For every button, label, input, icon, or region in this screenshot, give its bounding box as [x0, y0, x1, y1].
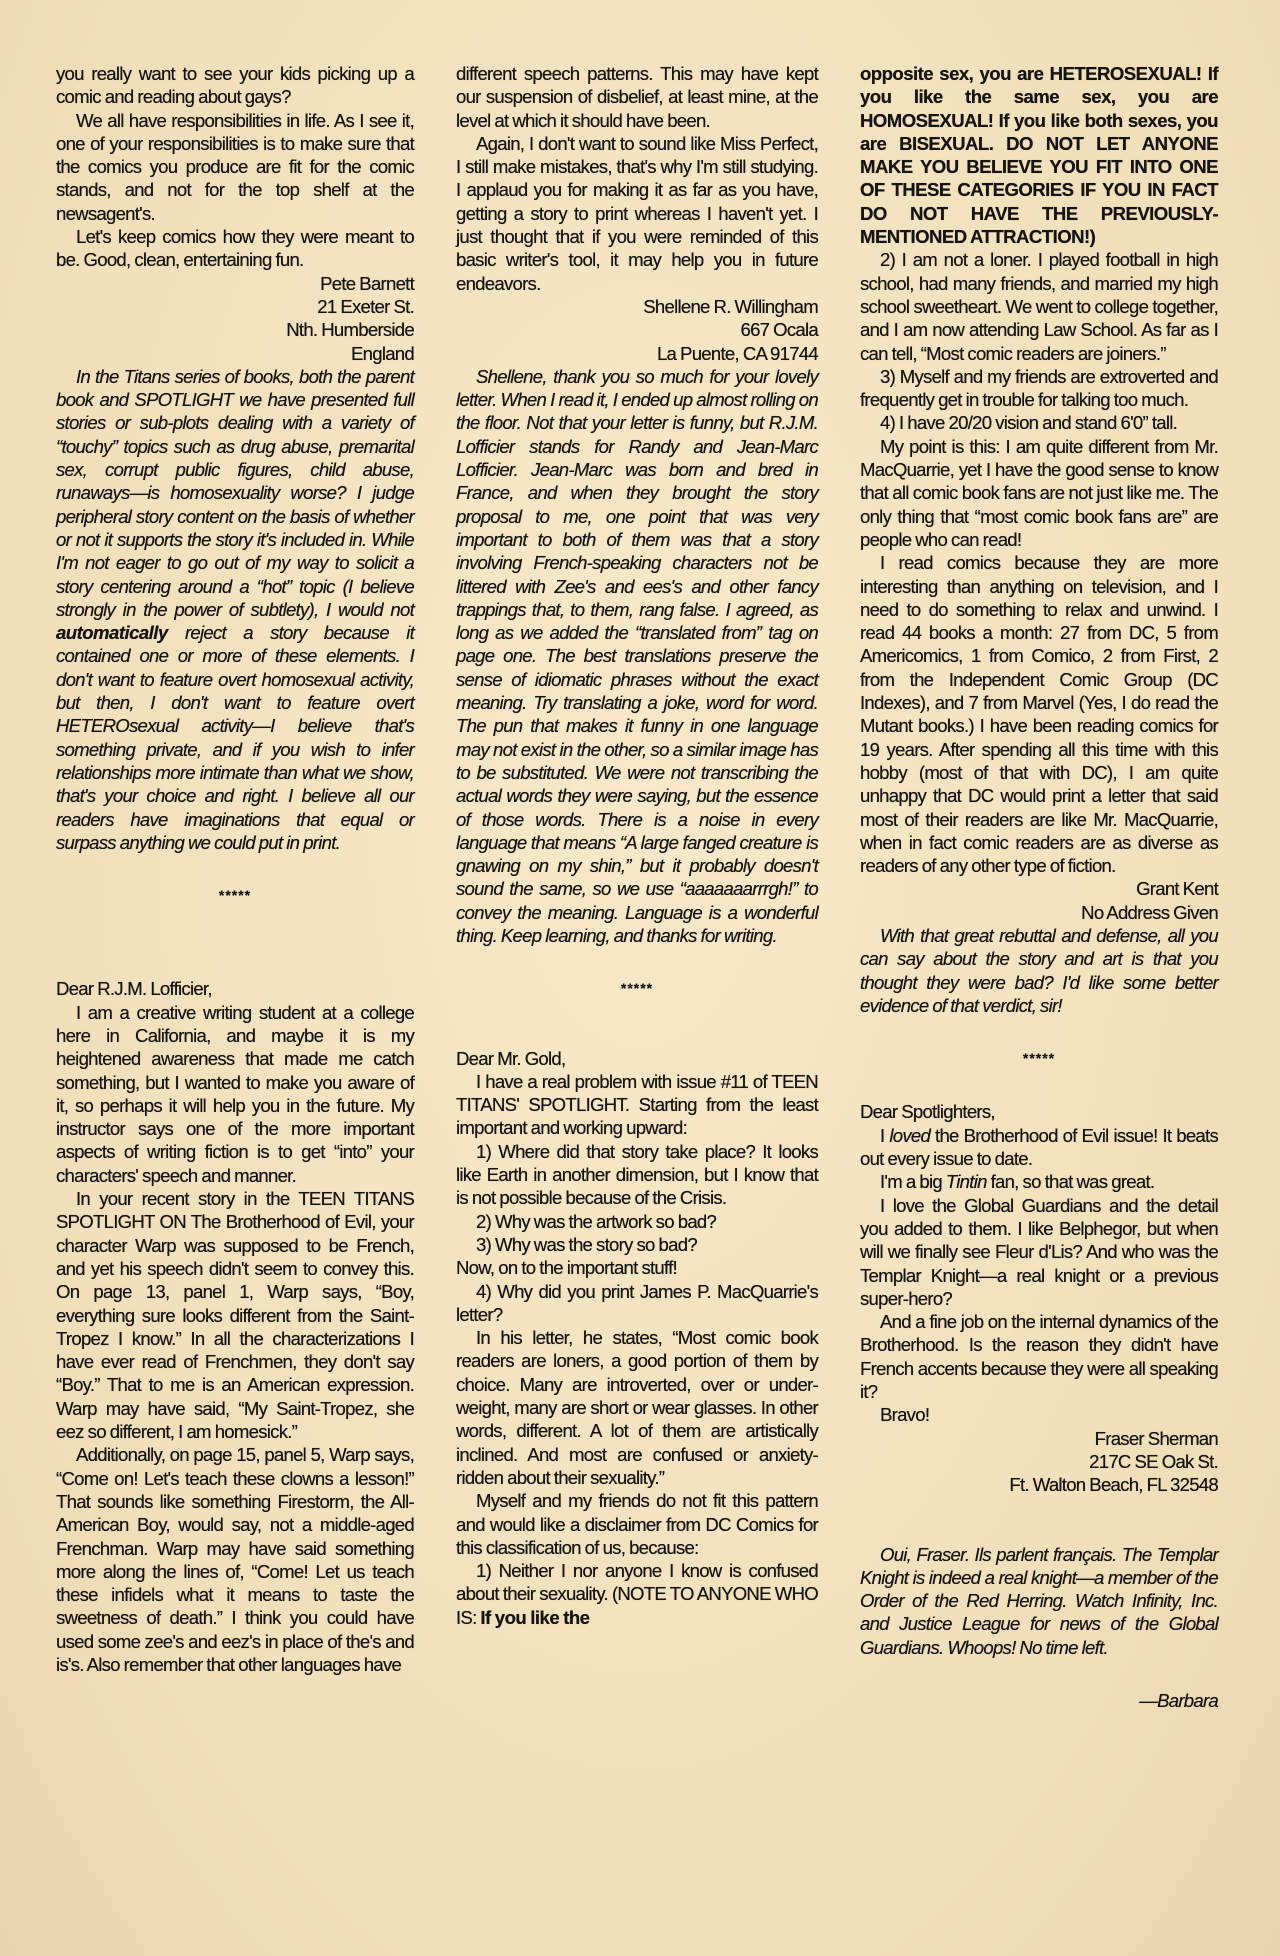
text-run: In the Titans series of books, both the parent book and SPOTLIGHT we have presented full stories or sub-plots dealing with a variety of “touchy” topics such as drug abuse, premarital sex, corrupt public figures, child abuse, runaways—is homosexuality worse? I judge peripheral story content on the basis of whether or not it supports the story it's included in. While I'm not eager to go out of my way to solicit a story centering around a “hot” topic (I believe strongly in the power of subtlety), I would not — [56, 365, 414, 620]
paragraph: 2) Why was the artwork so bad? — [476, 1210, 717, 1232]
column-right — [860, 62, 1218, 1712]
signature-line: Fraser Sherman — [1094, 1427, 1218, 1449]
paragraph: 3) Myself and my friends are extroverted and frequently get in trouble for talking too much. — [860, 365, 1218, 411]
paragraph: In your recent story in the TEEN TITANS SPOTLIGHT ON The Brotherhood of Evil, your character Warp was supposed to be French, and yet his speech didn't seem to convey this. On page 13, panel 1, Warp says, “Boy, everything sure looks different from the Saint-Tropez I know.” In all the characterizations I have ever read of Frenchmen, they don't say “Boy.” That to me is an American expression. Warp may have said, “My Saint-Tropez, she eez so different, I am homesick.” — [56, 1188, 414, 1443]
paragraph: And a fine job on the internal dynamics of the Brotherhood. Is the reason they didn't have French accents because they were all speaking it? — [860, 1311, 1218, 1403]
text-run: reject a story because it contained one or more of these elements. I don't want to feature overt homosexual activity, but then, I don't want to feature overt HETEROsexual activity—I believe that's something private, and if you wish to infer relationships more intimate than what we show, that's your choice and right. I believe all our readers have imaginations that equal or surpass anything we could put in print. — [56, 622, 414, 853]
paragraph: I read comics because they are more interesting than anything on television, and I need to do something to relax and unwind. I read 44 books a month: 27 from DC, 5 from Americomics, 1 from Comico, 2 from First, 2 from the Independent Comic Group (DC Indexes), and 7 from Marvel (Yes, I do read the Mutant books.) I have been reading comics for 19 years. After spending all this time with this hobby (most of that with DC), I am quite unhappy that DC would print a letter that said most of their readers are like Mr. MacQuarrie, when in fact comic readers are as diverse as readers of any other type of fiction. — [860, 552, 1218, 877]
text-run: 1) Neither I nor anyone I know is confused about their sexuality. (NOTE TO ANYONE WHO IS: — [456, 1560, 818, 1628]
signature-line: Ft. Walton Beach, FL 32548 — [1009, 1474, 1218, 1496]
signature-line: Pete Barnett — [320, 272, 414, 294]
editor-reply: Shellene, thank you so much for your lovely letter. When I read it, I ended up almost rolling on the floor. Not that your letter is funny, but R.J.M. Lofficier stands for Randy and Jean-Marc Lofficier. Jean-Marc was born and bred in France, and when they brought the story proposal to me, one point that was very important to both of them was that a story involving French-speaking characters not be littered with Zee's and ees's and other fancy trappings that, to them, rang false. I agreed, as long as we added the “translated from” tag on page one. The best translations preserve the sense of idiomatic phrases without the exact meaning. Try translating a joke, word for word. The pun that makes it funny in one language may not exist in the other, so a similar image has to be substituted. We were not transcribing the actual words they were saying, but the essence of those words. There is a noise in every language that means “A large fanged creature is gnawing on my shin,” but it probably doesn't sound the same, so we use “aaaaaaarrrgh!” to convey the meaning. Language is a wonderful thing. Keep learning, and thanks for writing. — [456, 365, 818, 946]
text-run: automatically — [56, 622, 168, 644]
signature-line: England — [351, 342, 414, 364]
paragraph: Bravo! — [880, 1404, 930, 1426]
spacer — [860, 1659, 1218, 1689]
paragraph: Dear Mr. Gold, — [456, 1047, 566, 1069]
paragraph — [860, 1124, 1218, 1171]
spacer — [456, 947, 818, 977]
text-run: loved — [889, 1124, 931, 1146]
signature-line: 667 Ocala — [740, 319, 818, 341]
spacer — [56, 907, 414, 977]
column-middle — [456, 62, 818, 1629]
paragraph: different speech patterns. This may have kept our suspension of disbelief, at least mine, at the level at which it should have been. — [456, 63, 818, 131]
paragraph: Myself and my friends do not fit this pattern and would like a disclaimer from DC Comics for this classification of us, because: — [456, 1490, 818, 1558]
paragraph — [860, 1170, 1218, 1193]
paragraph: I love the Global Guardians and the detail you added to them. I like Belphegor, but when will we finally see Fleur d'Lis? And who was the Templar Knight—a real knight or a previous super-hero? — [860, 1194, 1218, 1309]
signature-line: 21 Exeter St. — [317, 295, 414, 317]
editor-reply — [56, 365, 414, 854]
paragraph: Dear R.J.M. Lofficier, — [56, 978, 212, 1000]
paragraph: 4) I have 20/20 vision and stand 6'0” tall. — [880, 412, 1178, 434]
paragraph: I have a real problem with issue #11 of TEEN TITANS' SPOTLIGHT. Starting from the least important and working upward: — [456, 1070, 818, 1139]
spacer — [860, 1070, 1218, 1100]
paragraph: Let's keep comics how they were meant to be. Good, clean, entertaining fun. — [56, 226, 414, 271]
editor-reply: With that great rebuttal and defense, all you can say about the story and art is that you thought they were bad? I'd like some better evidence of that verdict, sir! — [860, 924, 1218, 1016]
editor-reply: Oui, Fraser. Ils parlent français. The Templar Knight is indeed a real knight—a member of the Order of the Red Herring. Watch Infinity, Inc. and Justice League for news of the Global Guardians. Whoops! No time left. — [860, 1543, 1218, 1658]
text-run: the Brotherhood of Evil issue! It beats out every issue to date. — [860, 1124, 1218, 1170]
section-divider: ***** — [218, 887, 252, 904]
paragraph — [860, 62, 1218, 248]
text-run: I — [880, 1124, 890, 1146]
signature-line: No Address Given — [1081, 901, 1218, 923]
signature-line: Grant Kent — [1136, 878, 1218, 900]
spacer — [56, 854, 414, 884]
signature-line: 217C SE Oak St. — [1089, 1450, 1218, 1472]
paragraph: Additionally, on page 15, panel 5, Warp says, “Come on! Let's teach these clowns a lesson!” That sounds like something Firestorm, the All-American Boy, would say, not a middle-aged Frenchman. Warp may have said something more along the lines of, “Come! Let us teach these infidels what it means to taste the sweetness of death.” I think you could have used some zee's and eez's in place of the's and is's. Also remember that other languages have — [56, 1444, 414, 1675]
spacer — [456, 1001, 818, 1047]
paragraph: Again, I don't want to sound like Miss Perfect, I still make mistakes, that's why I'm still studying. I applaud you for making it as far as you have, getting a story to print whereas I haven't yet. I just thought that if you were reminded of this basic writer's tool, it may help you in future endeavors. — [456, 132, 818, 294]
text-run: opposite sex, you are HETEROSEXUAL! If you like the same sex, you are HOMOSEXUAL! If you like both sexes, you are BISEXUAL. DO NOT LET ANYONE MAKE YOU BELIEVE YOU FIT INTO ONE OF THESE CATEGORIES IF YOU IN FACT DO NOT HAVE THE PREVIOUSLY-MENTIONED ATTRACTION!) — [860, 63, 1218, 248]
paragraph: 1) Where did that story take place? It looks like Earth in another dimension, but I know that is not possible because of the Crisis. — [456, 1140, 818, 1209]
paragraph: My point is this: I am quite different from Mr. MacQuarrie, yet I have the good sense to know that all comic book fans are not just like me. The only thing that “most comic book fans are” are people who can read! — [860, 435, 1218, 550]
paragraph: 3) Why was the story so bad? — [476, 1233, 697, 1255]
paragraph: you really want to see your kids picking up a comic and reading about gays? — [56, 63, 414, 108]
spacer — [860, 1497, 1218, 1543]
paragraph: In his letter, he states, “Most comic book readers are loners, a good portion of them by choice. Many are introverted, over or under-weight, many are short or wear glasses. In other words, different. A lot of them are artistically inclined. And most are confused or anxiety-ridden about their sexuality.” — [456, 1327, 818, 1488]
text-run: If you like the — [480, 1606, 590, 1628]
text-run: I'm a big — [880, 1171, 946, 1193]
section-divider: ***** — [620, 980, 654, 997]
section-divider: ***** — [1022, 1050, 1056, 1067]
paragraph: Now, on to the important stuff! — [456, 1257, 677, 1279]
paragraph: 4) Why did you print James P. MacQuarrie's letter? — [456, 1280, 818, 1325]
paragraph: Dear Spotlighters, — [860, 1101, 995, 1123]
signature-line: Nth. Humberside — [286, 319, 414, 341]
text-run: fan, so that was great. — [986, 1171, 1155, 1193]
column-left — [56, 62, 414, 1676]
paragraph: 2) I am not a loner. I played football in high school, had many friends, and married my high school sweetheart. We went to college together, and I am now attending Law School. As far as I can tell, “Most comic readers are joiners.” — [860, 249, 1218, 364]
paragraph: I am a creative writing student at a college here in California, and maybe it is my heightened awareness that made me catch something, but I wanted to make you aware of it, so perhaps it will help you in the future. My instructor says one of the more important aspects of writing fiction is to get “into” your characters' speech and manner. — [56, 1001, 414, 1186]
editor-signature: —Barbara — [1139, 1690, 1218, 1711]
paragraph: We all have responsibilities in life. As I see it, one of your responsibilities is to make sure that the comics you produce are fit for the comic stands, and not for the top shelf at the newsagent's. — [56, 109, 414, 224]
signature-line: La Puente, CA 91744 — [656, 342, 818, 364]
spacer — [860, 1017, 1218, 1047]
signature-line: Shellene R. Willingham — [643, 295, 818, 317]
text-run: Tintin — [945, 1171, 987, 1193]
paragraph — [456, 1559, 818, 1629]
